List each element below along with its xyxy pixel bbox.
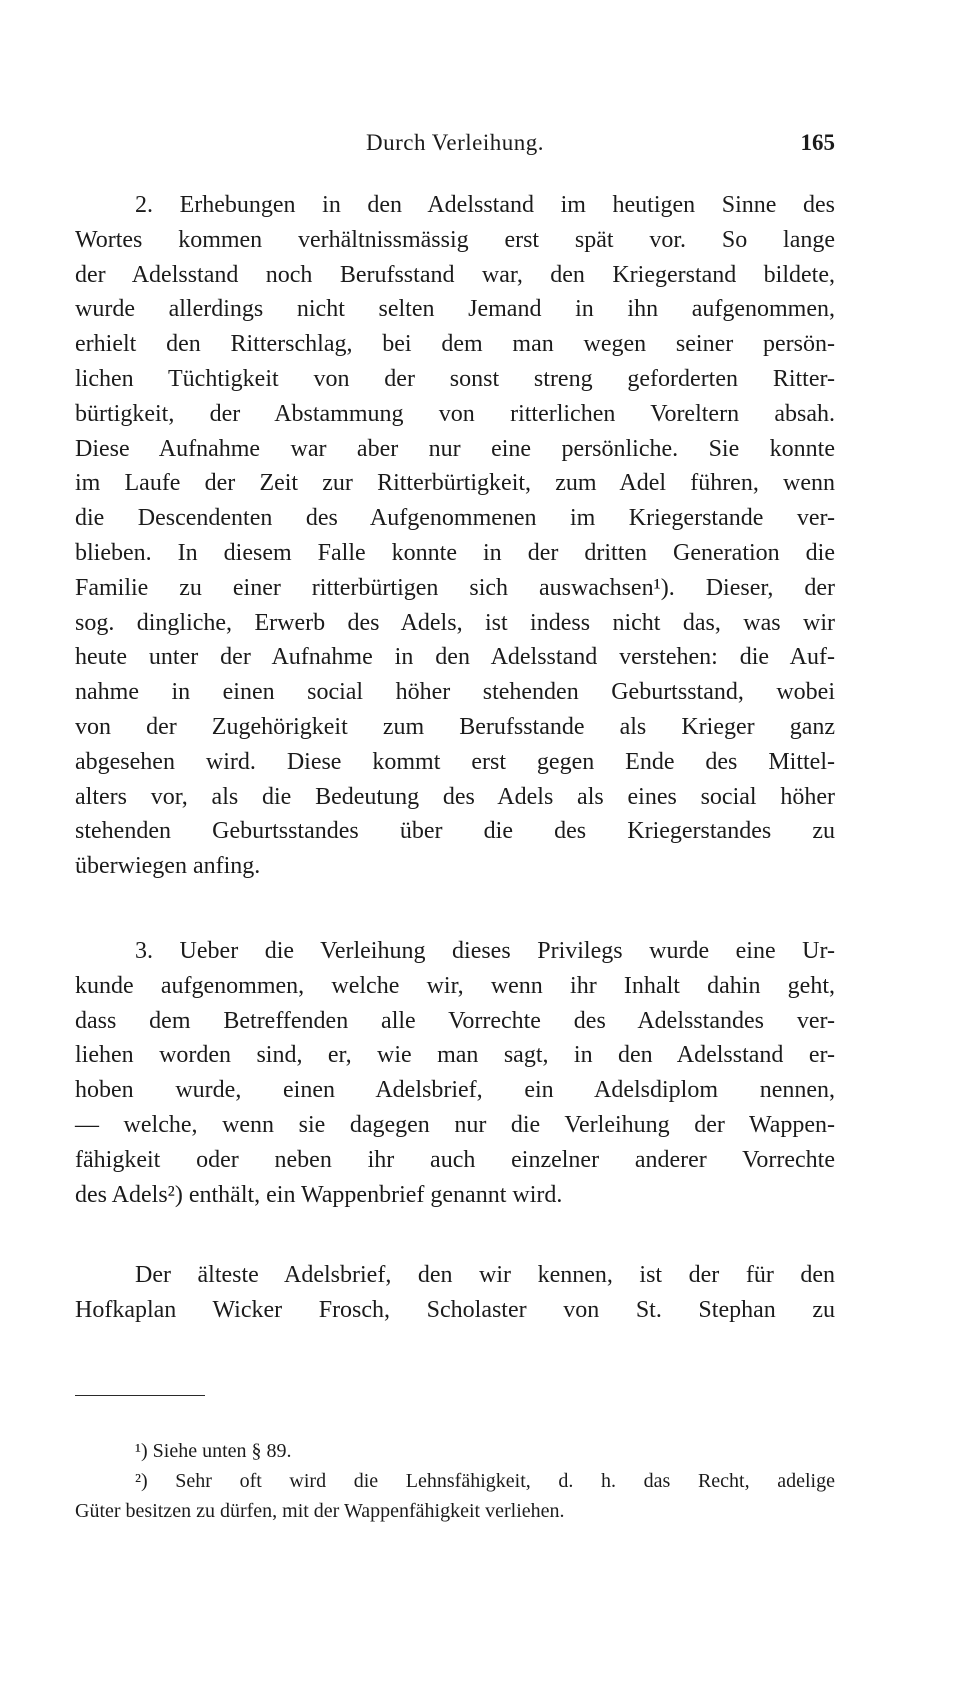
text-line: kunde aufgenommen, welche wir, wenn ihr Inhalt dahin geht, [75,972,835,999]
text-line: Der älteste Adelsbrief, den wir kennen, ist der für den [135,1262,835,1289]
paragraph-2 [75,188,835,884]
running-title: Durch Verleihung. [366,130,544,155]
text-line: Diese Aufnahme war aber nur eine persönliche. Sie konnte [75,435,835,462]
footnote-2-continuation: Güter besitzen zu dürfen, mit der Wappenfähigkeit verliehen. [75,1500,565,1522]
text-line: Hofkaplan Wicker Frosch, Scholaster von St. Stephan zu [75,1297,835,1324]
text-line: im Laufe der Zeit zur Ritterbürtigkeit, zum Adel führen, wenn [75,470,835,497]
text-line: nahme in einen social höher stehenden Geburtsstand, wobei [75,679,835,706]
text-line: fähigkeit oder neben ihr auch einzelner anderer Vorrechte [75,1146,835,1173]
text-line: wurde allerdings nicht selten Jemand in ihn aufgenommen, [75,296,835,323]
paragraph-gap [75,884,835,934]
text-line: die Descendenten des Aufgenommenen im Kriegerstande ver- [75,505,835,532]
text-line: lichen Tüchtigkeit von der sonst streng geforderten Ritter- [75,365,835,392]
text-line: der Adelsstand noch Berufsstand war, den Kriegerstand bildete, [75,261,835,288]
text-line: des Adels²) enthält, ein Wappenbrief genannt wird. [75,1181,563,1208]
paragraph-gap [75,1212,835,1258]
text-line: Wortes kommen verhältnissmässig erst spät vor. So lange [75,226,835,253]
text-line: blieben. In diesem Falle konnte in der dritten Generation die [75,539,835,566]
text-line: erhielt den Ritterschlag, bei dem man wegen seiner persön- [75,331,835,358]
text-line: bürtigkeit, der Abstammung von ritterlichen Voreltern absah. [75,400,835,427]
body-text [75,188,835,1328]
text-line: sog. dingliche, Erwerb des Adels, ist indess nicht das, was wir [75,609,835,636]
text-line: heute unter der Aufnahme in den Adelsstand verstehen: die Auf- [75,644,835,671]
footnote-2: ²) Sehr oft wird die Lehnsfähigkeit, d. h. das Recht, adelige [135,1470,835,1492]
text-line: liehen worden sind, er, wie man sagt, in den Adelsstand er- [75,1042,835,1069]
footnote-divider [75,1395,205,1396]
text-line: alters vor, als die Bedeutung des Adels als eines social höher [75,783,835,810]
text-line: hoben wurde, einen Adelsbrief, ein Adelsdiplom nennen, [75,1077,835,1104]
page-header [75,130,835,166]
text-line: 3. Ueber die Verleihung dieses Privilegs wurde eine Ur- [135,937,835,964]
text-line: dass dem Betreffenden alle Vorrechte des Adelsstandes ver- [75,1007,835,1034]
page-number: 165 [800,130,835,155]
text-line: Familie zu einer ritterbürtigen sich auswachsen¹). Dieser, der [75,574,835,601]
text-line: stehenden Geburtsstandes über die des Kriegerstandes zu [75,818,835,845]
text-line: abgesehen wird. Diese kommt erst gegen Ende des Mittel- [75,748,835,775]
text-line: von der Zugehörigkeit zum Berufsstande als Krieger ganz [75,713,835,740]
paragraph-3 [75,934,835,1212]
text-line: überwiegen anfing. [75,853,261,880]
text-line: 2. Erhebungen in den Adelsstand im heutigen Sinne des [135,192,835,218]
paragraph-adelsbrief [75,1258,835,1328]
footnotes [75,1436,835,1526]
text-line: — welche, wenn sie dagegen nur die Verleihung der Wappen- [75,1111,835,1138]
footnote-1: ¹) Siehe unten § 89. [135,1440,292,1462]
